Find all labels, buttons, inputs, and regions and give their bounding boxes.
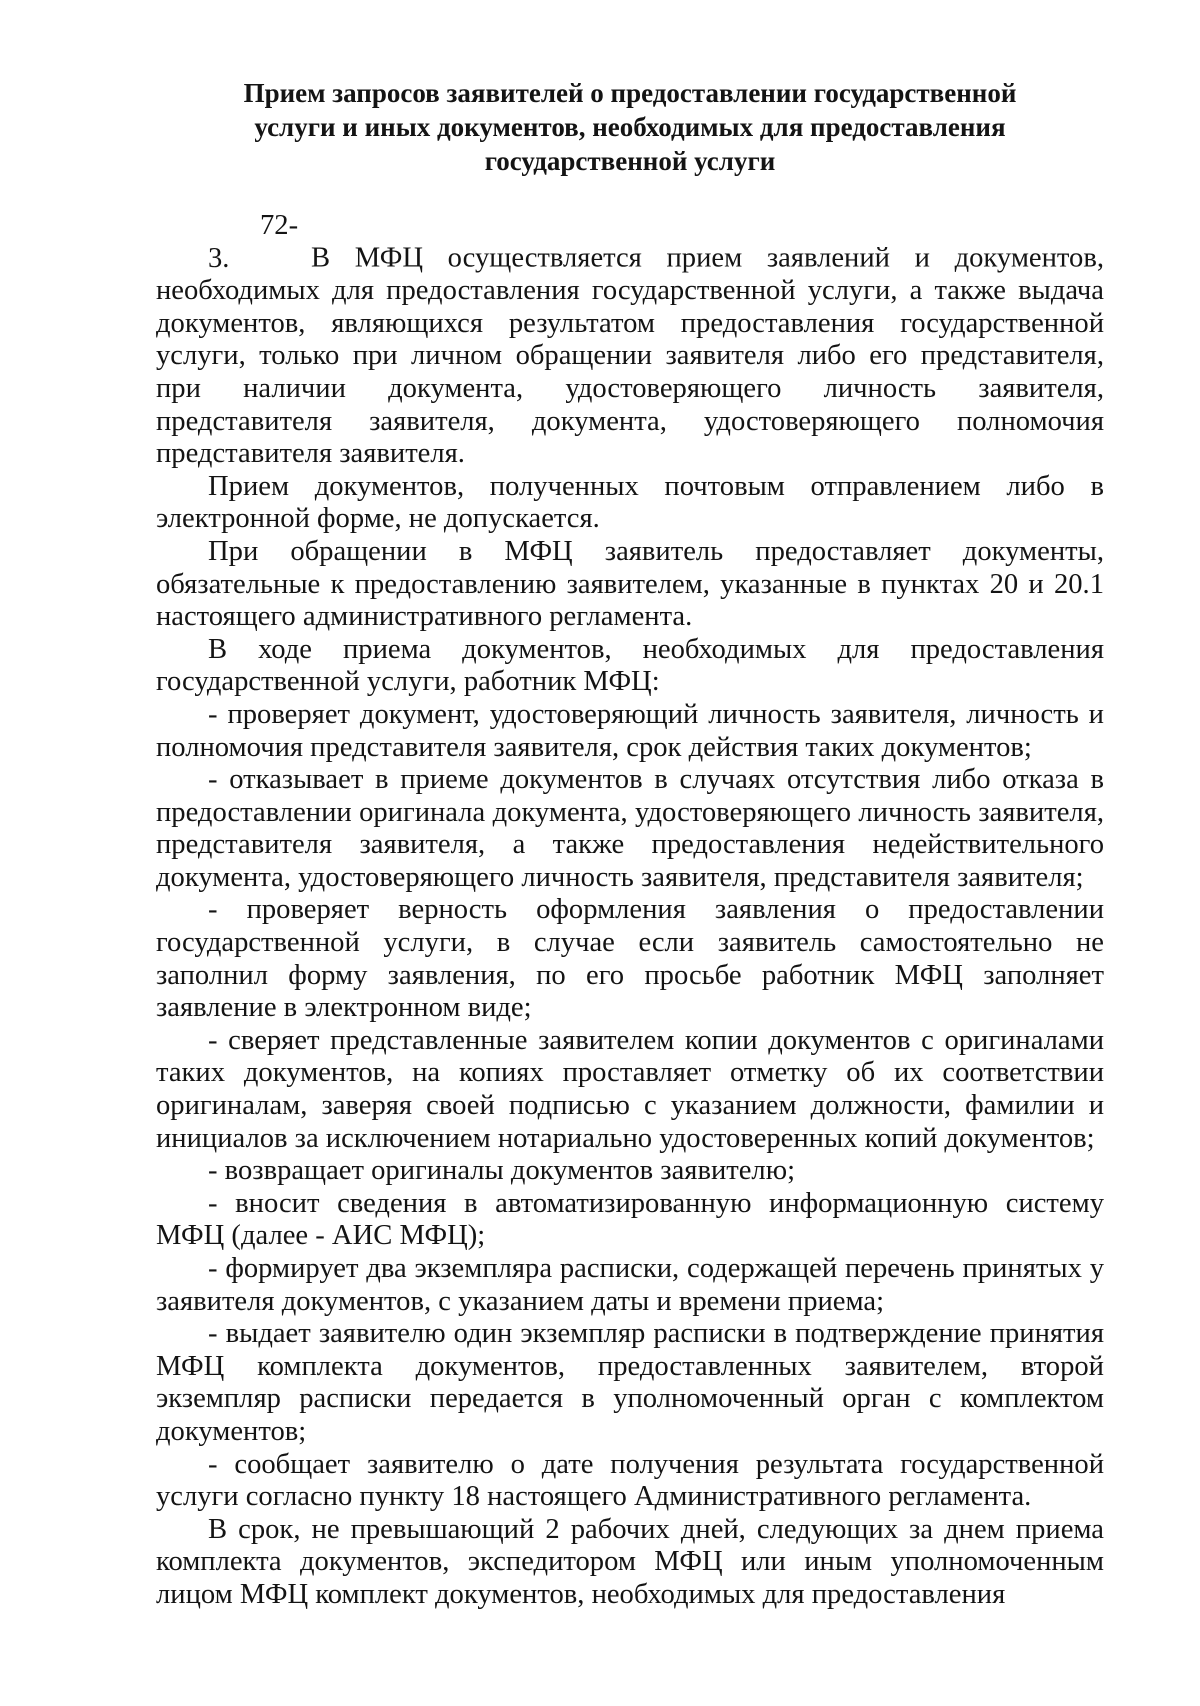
paragraph: При обращении в МФЦ заявитель предоставляет документы, обязательные к предоставлению заявителем, указанные в пунктах 20 и 20.1 настоящего административного регламента. <box>156 535 1104 633</box>
list-item: - вносит сведения в автоматизированную информационную систему МФЦ (далее - АИС МФЦ); <box>156 1187 1104 1252</box>
list-item: - сообщает заявителю о дате получения результата государственной услуги согласно пункту 18 настоящего Административного регламента. <box>156 1448 1104 1513</box>
paragraph-text: В МФЦ осуществляется прием заявлений и документов, необходимых для предоставления государственной услуги, а также выдача документов, являющихся результатом предоставления государственной услуги, только при личном обращении заявителя либо его представителя, при наличии документа, удостоверяющего личность заявителя, представителя заявителя, документа, удостоверяющего полномочия представителя заявителя. <box>156 242 1104 470</box>
paragraph: В срок, не превышающий 2 рабочих дней, следующих за днем приема комплекта документов, экспедитором МФЦ или иным уполномоченным лицом МФЦ комплект документов, необходимых для предоставления <box>156 1513 1104 1610</box>
heading-line-1: Прием запросов заявителей о предоставлении государственной <box>243 78 1017 108</box>
list-item: - выдает заявителю один экземпляр расписки в подтверждение принятия МФЦ комплекта документов, предоставленных заявителем, второй экземпляр расписки передается в уполномоченный орган с комплектом документов; <box>156 1318 1104 1447</box>
clause-number: 72-3. <box>208 210 299 274</box>
list-item: - проверяет верность оформления заявления о предоставлении государственной услуги, в случае если заявитель самостоятельно не заполнил форму заявления, по его просьбе работник МФЦ заполняет заявление в электронном виде; <box>156 894 1104 1024</box>
list-item: - проверяет документ, удостоверяющий личность заявителя, личность и полномочия представителя заявителя, срок действия таких документов; <box>156 698 1104 763</box>
list-item: - отказывает в приеме документов в случаях отсутствия либо отказа в предоставлении оригинала документа, удостоверяющего личность заявителя, представителя заявителя, а также предоставления недействительного документа, удостоверяющего личность заявителя, представителя заявителя; <box>156 764 1104 893</box>
section-heading <box>150 76 1110 178</box>
heading-line-3: государственной услуги <box>484 146 776 176</box>
list-item: - сверяет представленные заявителем копии документов с оригиналами таких документов, на копиях проставляет отметку об их соответствии оригиналам, заверяя своей подписью с указанием должности, фамилии и инициалов за исключением нотариально удостоверенных копий документов; <box>156 1024 1104 1154</box>
list-item: - возвращает оригиналы документов заявителю; <box>208 1155 796 1187</box>
paragraph: Прием документов, полученных почтовым отправлением либо в электронной форме, не допускается. <box>156 470 1104 535</box>
paragraph: В ходе приема документов, необходимых для предоставления государственной услуги, работник МФЦ: <box>156 633 1104 698</box>
heading-line-2: услуги и иных документов, необходимых для предоставления <box>254 112 1006 142</box>
paragraph-72-3 <box>156 210 1104 471</box>
document-body <box>156 210 1104 1612</box>
list-item: - формирует два экземпляра расписки, содержащей перечень принятых у заявителя документов, с указанием даты и времени приема; <box>156 1253 1104 1317</box>
